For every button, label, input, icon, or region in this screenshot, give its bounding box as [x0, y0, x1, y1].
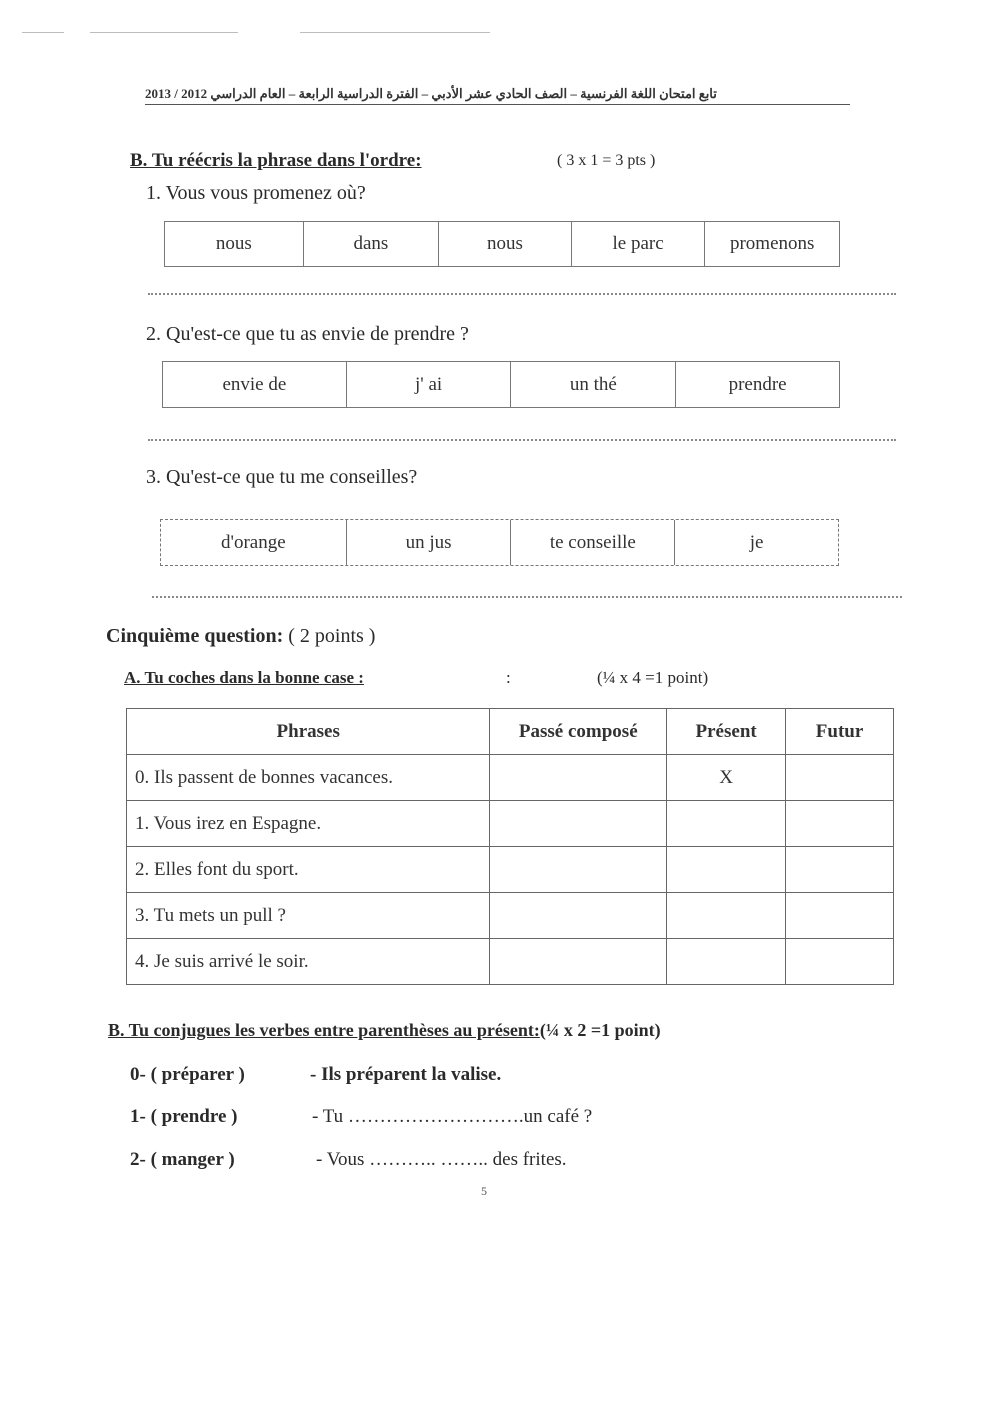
word-cell: le parc	[572, 222, 706, 266]
answer-line-2[interactable]	[148, 439, 896, 441]
question-5-heading	[106, 625, 375, 648]
section-b-title: B. Tu réécris la phrase dans l'ordre:	[130, 150, 422, 171]
verb-label: 2- ( manger )	[130, 1149, 235, 1170]
table-row	[127, 939, 894, 985]
phrase-cell: 1. Vous irez en Espagne.	[127, 801, 490, 847]
table-row	[127, 847, 894, 893]
section-b-points: ( 3 x 1 = 3 pts )	[557, 152, 656, 169]
answer-line-3[interactable]	[152, 596, 902, 598]
word-cell: promenons	[729, 233, 815, 254]
word-row-2	[162, 361, 840, 408]
phrase-cell: 2. Elles font du sport.	[127, 847, 490, 893]
section-a-title: A. Tu coches dans la bonne case :	[124, 668, 364, 687]
passe-checkbox[interactable]	[490, 939, 667, 985]
table-row	[127, 755, 894, 801]
question-2-label: 2. Qu'est-ce que tu as envie de prendre ?	[146, 323, 469, 345]
conj-item-0-sentence: - Ils préparent la valise.	[310, 1064, 502, 1085]
word-row-3	[160, 519, 839, 566]
section-b2-points: (¼ x 2 =1 point)	[539, 1020, 661, 1040]
present-checkbox[interactable]	[667, 939, 786, 985]
question-3-label: 3. Qu'est-ce que tu me conseilles?	[146, 466, 418, 488]
word-row-1	[164, 221, 840, 267]
conj-item-2-sentence[interactable]: - Vous ……….. …….. des frites.	[316, 1149, 567, 1170]
scan-artifact	[22, 32, 64, 33]
verb-label: 1- ( prendre )	[130, 1106, 238, 1127]
conj-item-1-verb	[130, 1106, 237, 1128]
section-a-heading	[124, 668, 364, 688]
conj-item-2-verb	[130, 1149, 235, 1171]
table-header-row	[127, 709, 894, 755]
scan-artifact	[90, 32, 238, 33]
futur-checkbox[interactable]	[786, 755, 894, 801]
passe-checkbox[interactable]	[490, 893, 667, 939]
word-cell: un jus	[347, 520, 512, 565]
header-phrases: Phrases	[127, 709, 490, 755]
word-cell: un thé	[511, 362, 676, 407]
word-cell: j' ai	[347, 362, 512, 407]
exam-header: تابع امتحان اللغة الفرنسية – الصف الحادي عشر الأدبي – الفترة الدراسية الرابعة – العام الدراسي 2012 / 2013	[145, 86, 850, 105]
verb-label: 0- ( préparer )	[130, 1064, 245, 1085]
conj-item-1-sentence[interactable]: - Tu ……………………….un café ?	[312, 1106, 593, 1127]
futur-checkbox[interactable]	[786, 847, 894, 893]
present-checkbox[interactable]: X	[667, 755, 786, 801]
word-cell: nous	[165, 222, 304, 266]
word-cell: je	[749, 531, 764, 553]
word-cell: te conseille	[511, 520, 675, 565]
word-cell: envie de	[163, 362, 347, 407]
futur-checkbox[interactable]	[786, 939, 894, 985]
phrase-cell: 3. Tu mets un pull ?	[127, 893, 490, 939]
passe-checkbox[interactable]	[490, 801, 667, 847]
section-b2-title: B. Tu conjugues les verbes entre parenthèses au présent:	[108, 1020, 540, 1040]
word-cell: prendre	[728, 373, 787, 395]
word-cell: dans	[304, 222, 440, 266]
section-b2-heading	[108, 1020, 661, 1041]
present-checkbox[interactable]	[667, 893, 786, 939]
page-number: 5	[481, 1184, 487, 1198]
section-a-points: (¼ x 4 =1 point)	[597, 668, 709, 687]
question-5-points: ( 2 points )	[288, 625, 376, 647]
section-b-heading	[130, 150, 422, 172]
futur-checkbox[interactable]	[786, 893, 894, 939]
header-passe-compose: Passé composé	[490, 709, 667, 755]
header-futur: Futur	[786, 709, 894, 755]
tense-table	[126, 708, 894, 985]
present-checkbox[interactable]	[667, 801, 786, 847]
table-row	[127, 893, 894, 939]
header-present: Présent	[667, 709, 786, 755]
table-row	[127, 801, 894, 847]
conj-item-0-verb	[130, 1064, 245, 1086]
word-cell: d'orange	[161, 520, 347, 565]
answer-line-1[interactable]	[148, 293, 896, 295]
passe-checkbox[interactable]	[490, 847, 667, 893]
scan-artifact	[300, 32, 490, 33]
futur-checkbox[interactable]	[786, 801, 894, 847]
passe-checkbox[interactable]	[490, 755, 667, 801]
phrase-cell: 4. Je suis arrivé le soir.	[127, 939, 490, 985]
phrase-cell: 0. Ils passent de bonnes vacances.	[127, 755, 490, 801]
word-cell: nous	[439, 222, 572, 266]
section-a-colon: :	[506, 668, 511, 687]
question-5-title: Cinquième question:	[106, 625, 284, 647]
question-1-label: 1. Vous vous promenez où?	[146, 182, 366, 204]
present-checkbox[interactable]	[667, 847, 786, 893]
